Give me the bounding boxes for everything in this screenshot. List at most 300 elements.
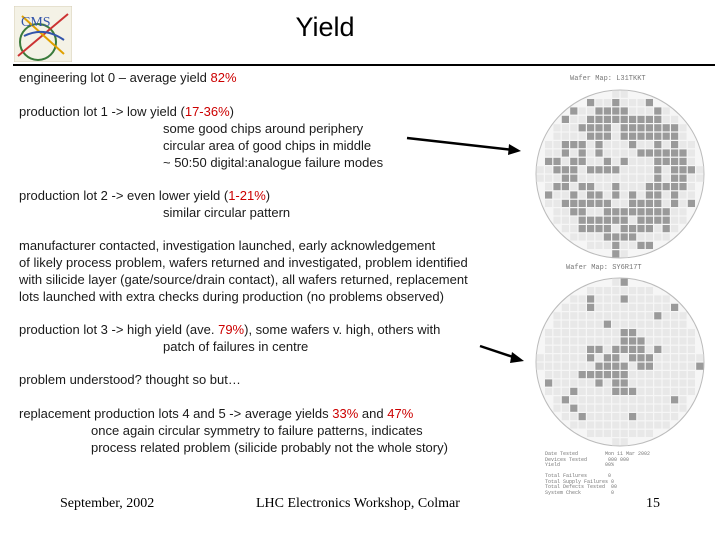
- wafer-die: [612, 304, 619, 311]
- wafer-die: [654, 175, 661, 182]
- wafer-die: [646, 208, 653, 215]
- wafer-map-top: [522, 88, 718, 260]
- line-manufacturer-b: of likely process problem, wafers returned and investigated, problem identified: [19, 255, 468, 270]
- wafer-die: [553, 141, 560, 148]
- wafer-die: [663, 388, 670, 395]
- wafer-die: [587, 430, 594, 437]
- wafer-die: [587, 405, 594, 412]
- line-lot2: production lot 2 -> even lower yield (1-21%): [19, 188, 271, 203]
- wafer-die: [637, 158, 644, 165]
- wafer-die: [654, 191, 661, 198]
- wafer-die: [688, 141, 695, 148]
- wafer-die: [637, 149, 644, 156]
- wafer-die: [587, 312, 594, 319]
- wafer-die: [604, 200, 611, 207]
- wafer-die: [654, 158, 661, 165]
- wafer-die: [612, 133, 619, 140]
- wafer-die: [570, 217, 577, 224]
- wafer-die: [604, 158, 611, 165]
- wafer-die: [612, 279, 619, 286]
- slide-title: Yield: [295, 12, 355, 42]
- wafer-die: [570, 200, 577, 207]
- wafer-die: [679, 141, 686, 148]
- line-lot1-c: circular area of good chips in middle: [163, 138, 372, 153]
- wafer-die: [612, 430, 619, 437]
- wafer-die: [679, 337, 686, 344]
- wafer-die: [654, 388, 661, 395]
- wafer-die: [570, 107, 577, 114]
- wafer-die: [654, 200, 661, 207]
- wafer-die: [663, 233, 670, 240]
- wafer-die: [587, 388, 594, 395]
- wafer-die: [579, 295, 586, 302]
- wafer-die: [646, 405, 653, 412]
- wafer-die: [671, 225, 678, 232]
- wafer-die: [646, 158, 653, 165]
- wafer-die: [612, 321, 619, 328]
- wafer-die: [612, 405, 619, 412]
- wafer-die: [646, 321, 653, 328]
- wafer-die: [562, 312, 569, 319]
- wafer-die: [562, 141, 569, 148]
- wafer-die: [570, 304, 577, 311]
- wafer-die: [621, 200, 628, 207]
- wafer-die: [553, 200, 560, 207]
- wafer-die: [663, 363, 670, 370]
- wafer-die: [595, 405, 602, 412]
- wafer-die: [629, 242, 636, 249]
- wafer-die: [587, 346, 594, 353]
- wafer-die: [637, 321, 644, 328]
- wafer-bottom-caption: Wafer Map: SY6R17T: [566, 264, 642, 272]
- wafer-die: [604, 396, 611, 403]
- wafer-die: [604, 388, 611, 395]
- wafer-die: [562, 388, 569, 395]
- wafer-die: [570, 158, 577, 165]
- wafer-die: [579, 363, 586, 370]
- wafer-die: [688, 175, 695, 182]
- wafer-die: [579, 225, 586, 232]
- wafer-die: [553, 183, 560, 190]
- wafer-die: [604, 287, 611, 294]
- wafer-die: [629, 354, 636, 361]
- wafer-die: [612, 183, 619, 190]
- wafer-die: [629, 217, 636, 224]
- wafer-die: [612, 354, 619, 361]
- wafer-die: [637, 413, 644, 420]
- wafer-die: [696, 354, 703, 361]
- wafer-die: [621, 304, 628, 311]
- wafer-die: [637, 371, 644, 378]
- wafer-die: [553, 166, 560, 173]
- wafer-die: [621, 421, 628, 428]
- wafer-die: [587, 149, 594, 156]
- wafer-die: [612, 149, 619, 156]
- wafer-die: [562, 133, 569, 140]
- wafer-die: [595, 371, 602, 378]
- wafer-die: [545, 183, 552, 190]
- wafer-die: [629, 363, 636, 370]
- wafer-outline: [536, 90, 704, 258]
- wafer-die: [629, 141, 636, 148]
- wafer-die: [579, 191, 586, 198]
- wafer-die: [646, 363, 653, 370]
- wafer-die: [604, 124, 611, 131]
- wafer-die: [604, 346, 611, 353]
- wafer-die: [663, 133, 670, 140]
- wafer-die: [637, 346, 644, 353]
- wafer-die: [696, 175, 703, 182]
- wafer-die: [654, 321, 661, 328]
- wafer-die: [637, 379, 644, 386]
- wafer-die: [579, 321, 586, 328]
- wafer-die: [621, 346, 628, 353]
- wafer-die: [637, 99, 644, 106]
- wafer-die: [637, 133, 644, 140]
- wafer-die: [553, 329, 560, 336]
- wafer-die: [671, 405, 678, 412]
- wafer-die: [621, 233, 628, 240]
- wafer-die: [587, 242, 594, 249]
- wafer-die: [604, 225, 611, 232]
- wafer-die: [688, 166, 695, 173]
- wafer-die: [688, 158, 695, 165]
- line-lot1: production lot 1 -> low yield (17-36%): [19, 104, 234, 119]
- wafer-die: [637, 233, 644, 240]
- wafer-die: [637, 354, 644, 361]
- wafer-die: [570, 133, 577, 140]
- wafer-die: [679, 321, 686, 328]
- wafer-die: [562, 200, 569, 207]
- wafer-die: [570, 388, 577, 395]
- wafer-die: [612, 91, 619, 98]
- wafer-die: [646, 354, 653, 361]
- wafer-die: [612, 208, 619, 215]
- wafer-die: [663, 107, 670, 114]
- wafer-die: [621, 116, 628, 123]
- wafer-die: [646, 388, 653, 395]
- wafer-die: [587, 141, 594, 148]
- wafer-die: [621, 158, 628, 165]
- wafer-die: [663, 379, 670, 386]
- wafer-die: [637, 312, 644, 319]
- wafer-die: [637, 337, 644, 344]
- wafer-die: [671, 321, 678, 328]
- wafer-die: [604, 405, 611, 412]
- wafer-die: [553, 354, 560, 361]
- wafer-die: [621, 99, 628, 106]
- wafer-die: [637, 430, 644, 437]
- wafer-die: [654, 371, 661, 378]
- wafer-die: [663, 183, 670, 190]
- wafer-die: [621, 107, 628, 114]
- wafer-die: [612, 225, 619, 232]
- wafer-die: [545, 346, 552, 353]
- wafer-die: [671, 200, 678, 207]
- wafer-die: [570, 354, 577, 361]
- wafer-die: [562, 346, 569, 353]
- wafer-die: [679, 379, 686, 386]
- wafer-die: [562, 225, 569, 232]
- wafer-die: [671, 158, 678, 165]
- wafer-die: [629, 116, 636, 123]
- wafer-die: [595, 225, 602, 232]
- wafer-die: [646, 371, 653, 378]
- wafer-die: [579, 107, 586, 114]
- wafer-die: [545, 354, 552, 361]
- wafer-die: [604, 166, 611, 173]
- wafer-die: [663, 191, 670, 198]
- wafer-die: [654, 329, 661, 336]
- line-lot45: replacement production lots 4 and 5 -> average yields 33% and 47%: [19, 406, 414, 421]
- wafer-die: [629, 107, 636, 114]
- wafer-die: [579, 379, 586, 386]
- wafer-die: [629, 295, 636, 302]
- wafer-die: [688, 337, 695, 344]
- wafer-die: [579, 183, 586, 190]
- wafer-die: [654, 225, 661, 232]
- wafer-die: [621, 321, 628, 328]
- wafer-die: [663, 116, 670, 123]
- wafer-die: [679, 158, 686, 165]
- wafer-die: [562, 158, 569, 165]
- wafer-die: [595, 304, 602, 311]
- wafer-die: [671, 191, 678, 198]
- wafer-die: [562, 175, 569, 182]
- wafer-die: [629, 287, 636, 294]
- wafer-die: [679, 191, 686, 198]
- wafer-die: [579, 304, 586, 311]
- wafer-die: [545, 371, 552, 378]
- wafer-die: [629, 225, 636, 232]
- wafer-die: [637, 183, 644, 190]
- wafer-die: [688, 329, 695, 336]
- wafer-die: [545, 363, 552, 370]
- wafer-die: [671, 175, 678, 182]
- wafer-die: [595, 242, 602, 249]
- wafer-die: [579, 133, 586, 140]
- wafer-die: [671, 183, 678, 190]
- wafer-die: [621, 149, 628, 156]
- footer-event: LHC Electronics Workshop, Colmar: [256, 496, 460, 511]
- wafer-die: [562, 191, 569, 198]
- wafer-die: [637, 200, 644, 207]
- wafer-die: [621, 438, 628, 445]
- wafer-die: [570, 396, 577, 403]
- wafer-die: [663, 346, 670, 353]
- wafer-die: [629, 430, 636, 437]
- wafer-die: [570, 124, 577, 131]
- wafer-die: [612, 166, 619, 173]
- arrow-to-top-wafer: [405, 134, 523, 156]
- wafer-die: [671, 124, 678, 131]
- wafer-die: [562, 405, 569, 412]
- wafer-die: [629, 388, 636, 395]
- wafer-die: [553, 388, 560, 395]
- wafer-die: [654, 149, 661, 156]
- wafer-die: [579, 149, 586, 156]
- wafer-die: [587, 354, 594, 361]
- wafer-die: [562, 166, 569, 173]
- wafer-die: [646, 337, 653, 344]
- wafer-die: [637, 396, 644, 403]
- wafer-die: [629, 346, 636, 353]
- wafer-die: [570, 183, 577, 190]
- wafer-die: [663, 225, 670, 232]
- wafer-die: [646, 166, 653, 173]
- wafer-die: [587, 233, 594, 240]
- wafer-die: [646, 379, 653, 386]
- wafer-die: [587, 208, 594, 215]
- wafer-die: [654, 354, 661, 361]
- wafer-die: [654, 116, 661, 123]
- wafer-die: [679, 124, 686, 131]
- wafer-die: [621, 279, 628, 286]
- wafer-die: [553, 337, 560, 344]
- wafer-die: [663, 304, 670, 311]
- wafer-die: [663, 329, 670, 336]
- wafer-die: [579, 405, 586, 412]
- wafer-die: [579, 233, 586, 240]
- wafer-die: [604, 116, 611, 123]
- wafer-die: [663, 149, 670, 156]
- wafer-die: [595, 337, 602, 344]
- wafer-die: [646, 200, 653, 207]
- wafer-die: [587, 124, 594, 131]
- wafer-die: [654, 379, 661, 386]
- wafer-die: [570, 149, 577, 156]
- wafer-die: [604, 208, 611, 215]
- wafer-die: [604, 149, 611, 156]
- wafer-die: [579, 200, 586, 207]
- wafer-die: [579, 388, 586, 395]
- wafer-die: [604, 217, 611, 224]
- wafer-die: [587, 116, 594, 123]
- wafer-die: [654, 337, 661, 344]
- wafer-die: [579, 124, 586, 131]
- wafer-die: [553, 379, 560, 386]
- wafer-die: [621, 396, 628, 403]
- wafer-die: [595, 329, 602, 336]
- wafer-die: [553, 321, 560, 328]
- line-lot45-c: process related problem (silicide probably not the whole story): [91, 440, 448, 455]
- wafer-die: [595, 99, 602, 106]
- wafer-die: [570, 141, 577, 148]
- wafer-die: [646, 430, 653, 437]
- wafer-die: [545, 388, 552, 395]
- wafer-die: [595, 396, 602, 403]
- wafer-map-bottom: [522, 276, 718, 448]
- wafer-die: [612, 141, 619, 148]
- wafer-die: [553, 208, 560, 215]
- wafer-die: [612, 363, 619, 370]
- wafer-die: [612, 438, 619, 445]
- wafer-die: [663, 421, 670, 428]
- wafer-die: [679, 371, 686, 378]
- wafer-die: [595, 175, 602, 182]
- wafer-die: [570, 116, 577, 123]
- wafer-die: [663, 371, 670, 378]
- wafer-die: [671, 133, 678, 140]
- wafer-die: [688, 183, 695, 190]
- wafer-die: [595, 191, 602, 198]
- wafer-die: [612, 312, 619, 319]
- wafer-die: [587, 421, 594, 428]
- wafer-die: [663, 217, 670, 224]
- wafer-die: [612, 233, 619, 240]
- wafer-die: [562, 379, 569, 386]
- line-lot0: engineering lot 0 – average yield 82%: [19, 70, 237, 85]
- wafer-die: [537, 175, 544, 182]
- wafer-die: [595, 346, 602, 353]
- wafer-die: [595, 208, 602, 215]
- wafer-die: [621, 430, 628, 437]
- wafer-die: [587, 166, 594, 173]
- wafer-die: [553, 312, 560, 319]
- wafer-die: [604, 379, 611, 386]
- wafer-die: [671, 304, 678, 311]
- line-lot2-b: similar circular pattern: [163, 205, 291, 220]
- wafer-die: [579, 329, 586, 336]
- wafer-die: [621, 208, 628, 215]
- wafer-die: [663, 208, 670, 215]
- wafer-die: [621, 337, 628, 344]
- wafer-die: [621, 141, 628, 148]
- wafer-die: [562, 321, 569, 328]
- wafer-die: [629, 329, 636, 336]
- wafer-die: [570, 175, 577, 182]
- wafer-die: [688, 191, 695, 198]
- wafer-die: [629, 149, 636, 156]
- wafer-die: [688, 200, 695, 207]
- wafer-die: [604, 321, 611, 328]
- wafer-die: [654, 166, 661, 173]
- wafer-die: [629, 99, 636, 106]
- wafer-die: [646, 295, 653, 302]
- wafer-die: [587, 107, 594, 114]
- wafer-die: [637, 208, 644, 215]
- wafer-die: [595, 124, 602, 131]
- wafer-die: [553, 158, 560, 165]
- wafer-die: [654, 217, 661, 224]
- wafer-die: [545, 149, 552, 156]
- wafer-die: [612, 396, 619, 403]
- wafer-die: [621, 166, 628, 173]
- wafer-die: [663, 295, 670, 302]
- wafer-die: [553, 346, 560, 353]
- wafer-die: [579, 337, 586, 344]
- wafer-die: [621, 329, 628, 336]
- wafer-die: [595, 133, 602, 140]
- wafer-die: [562, 337, 569, 344]
- wafer-die: [646, 346, 653, 353]
- wafer-die: [604, 354, 611, 361]
- wafer-die: [671, 149, 678, 156]
- wafer-die: [595, 354, 602, 361]
- wafer-die: [595, 312, 602, 319]
- wafer-die: [629, 337, 636, 344]
- wafer-die: [612, 295, 619, 302]
- wafer-die: [612, 116, 619, 123]
- wafer-die: [637, 116, 644, 123]
- wafer-die: [629, 396, 636, 403]
- wafer-die: [604, 99, 611, 106]
- wafer-die: [679, 346, 686, 353]
- wafer-die: [579, 217, 586, 224]
- wafer-die: [604, 304, 611, 311]
- wafer-die: [553, 124, 560, 131]
- wafer-die: [629, 233, 636, 240]
